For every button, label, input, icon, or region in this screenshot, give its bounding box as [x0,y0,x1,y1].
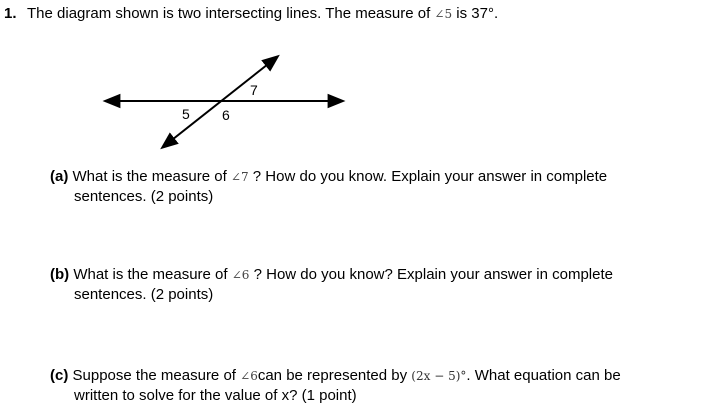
angle-5-symbol: ∠5 [434,7,453,21]
angle-label-5: 5 [182,106,190,122]
part-c-label: (c) [50,367,69,384]
angle-6-symbol-c: ∠6 [240,369,258,383]
part-c-text-start: Suppose the measure of [72,367,236,384]
part-b-label: (b) [50,266,70,283]
angle-7-symbol: ∠7 [230,170,249,184]
angle-expression: (2x − 5)° [411,369,467,383]
stem-text-end: is 37°. [456,5,499,22]
part-a-label: (a) [50,168,69,185]
part-c [50,366,690,405]
part-a-line2: sentences. (2 points) [74,188,214,205]
angle-label-7: 7 [250,82,258,98]
part-b-text-end: ? How do you know? Explain your answer in complete [253,266,613,283]
part-b-text-start: What is the measure of [73,266,228,283]
question-number: 1. [4,5,17,22]
angle-label-6: 6 [222,107,230,123]
part-a-text-start: What is the measure of [72,168,227,185]
part-c-line2: written to solve for the value of x? (1 point) [74,387,357,404]
part-a [50,167,690,206]
angle-6-symbol: ∠6 [231,268,250,282]
part-a-text-end: ? How do you know. Explain your answer in complete [252,168,608,185]
part-b [50,265,690,304]
part-b-line2: sentences. (2 points) [74,286,214,303]
part-c-text-mid: can be represented by [257,367,408,384]
stem-text-start: The diagram shown is two intersecting lines. The measure of [27,5,431,22]
part-c-text-end: . What equation can be [466,367,621,384]
